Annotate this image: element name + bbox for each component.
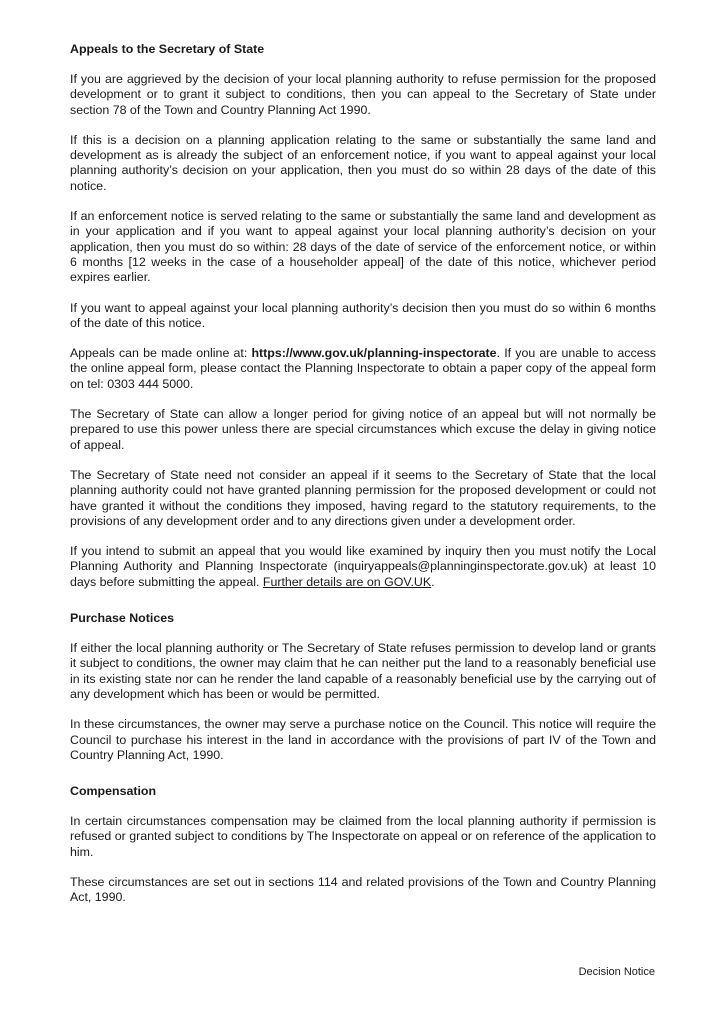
purchase-notices-section [70,611,656,763]
purchase-paragraph-1: If either the local planning authority or The Secretary of State refuses permission to develop land or grants it subject to conditions, the owner may claim that he can neither put the land to a reasonably beneficial use in its existing state nor can he render the land capable of a reasonably beneficial use by the carrying out of any development which has been or would be permitted. [70,641,656,701]
document-page [70,42,656,927]
compensation-section [70,784,656,905]
appeals-heading: Appeals to the Secretary of State [70,42,265,56]
planning-inspectorate-url[interactable]: https://www.gov.uk/planning-inspectorate [251,346,497,361]
further-details-link[interactable]: Further details are on GOV.UK [262,574,432,589]
appeals-section [70,42,656,590]
inquiry-notify-text: If you intend to submit an appeal that you would like examined by inquiry then you must notify the Local Planning Authority and Planning Inspectorate (inquiryappeals@planninginspectorate.gov.uk) at least 10 days before submitting the appeal. [70,544,656,589]
compensation-paragraph-2: These circumstances are set out in sections 114 and related provisions of the Town and Country Planning Act, 1990. [70,874,656,905]
page-footer-label: Decision Notice [578,966,655,978]
appeals-paper-copy-text: . If you are unable to access the online appeal form, please contact the Planning Inspectorate to obtain a paper copy of the appeal form on tel: 0303 444 5000. [70,346,656,391]
appeals-paragraph-3: If an enforcement notice is served relating to the same or substantially the same land and development as in your application and if you want to appeal against your local planning authority’s decision on your application, then you must do so within: 28 days of the date of service of the enforcement notice, or within 6 months [12 weeks in the case of a householder appeal] of the date of this notice, whichever period expires earlier. [70,209,656,285]
appeals-paragraph-2: If this is a decision on a planning application relating to the same or substantially the same land and development as is already the subject of an enforcement notice, if you want to appeal against your local planning authority’s decision on your application, then you must do so within 28 days of the date of this notice. [70,132,656,193]
appeals-paragraph-7: The Secretary of State need not consider an appeal if it seems to the Secretary of State that the local planning authority could not have granted planning permission for the proposed development or could not have granted it without the conditions they imposed, having regard to the statutory requirements, to the provisions of any development order and to any directions given under a development order. [70,467,656,528]
appeals-paragraph-8 [70,544,656,590]
purchase-paragraph-2: In these circumstances, the owner may serve a purchase notice on the Council. This notice will require the Council to purchase his interest in the land in accordance with the provisions of part IV of the Town and Country Planning Act, 1990. [70,717,656,762]
appeals-paragraph-4: If you want to appeal against your local planning authority’s decision then you must do so within 6 months of the date of this notice. [70,300,656,330]
inquiry-period: . [431,574,435,589]
appeals-paragraph-1: If you are aggrieved by the decision of your local planning authority to refuse permission for the proposed development or to grant it subject to conditions, then you can appeal to the Secretary of State under section 78 of the Town and Country Planning Act 1990. [70,72,656,117]
appeals-paragraph-6: The Secretary of State can allow a longer period for giving notice of an appeal but will not normally be prepared to use this power unless there are special circumstances which excuse the delay in giving notice of appeal. [70,407,656,452]
appeals-paragraph-5 [70,346,656,392]
purchase-notices-heading: Purchase Notices [70,611,174,626]
appeals-online-text: Appeals can be made online at: [70,346,252,361]
compensation-paragraph-1: In certain circumstances compensation may be claimed from the local planning authority if permission is refused or granted subject to conditions by The Inspectorate on appeal or on reference of the application to him. [70,814,656,859]
compensation-heading: Compensation [70,784,157,799]
